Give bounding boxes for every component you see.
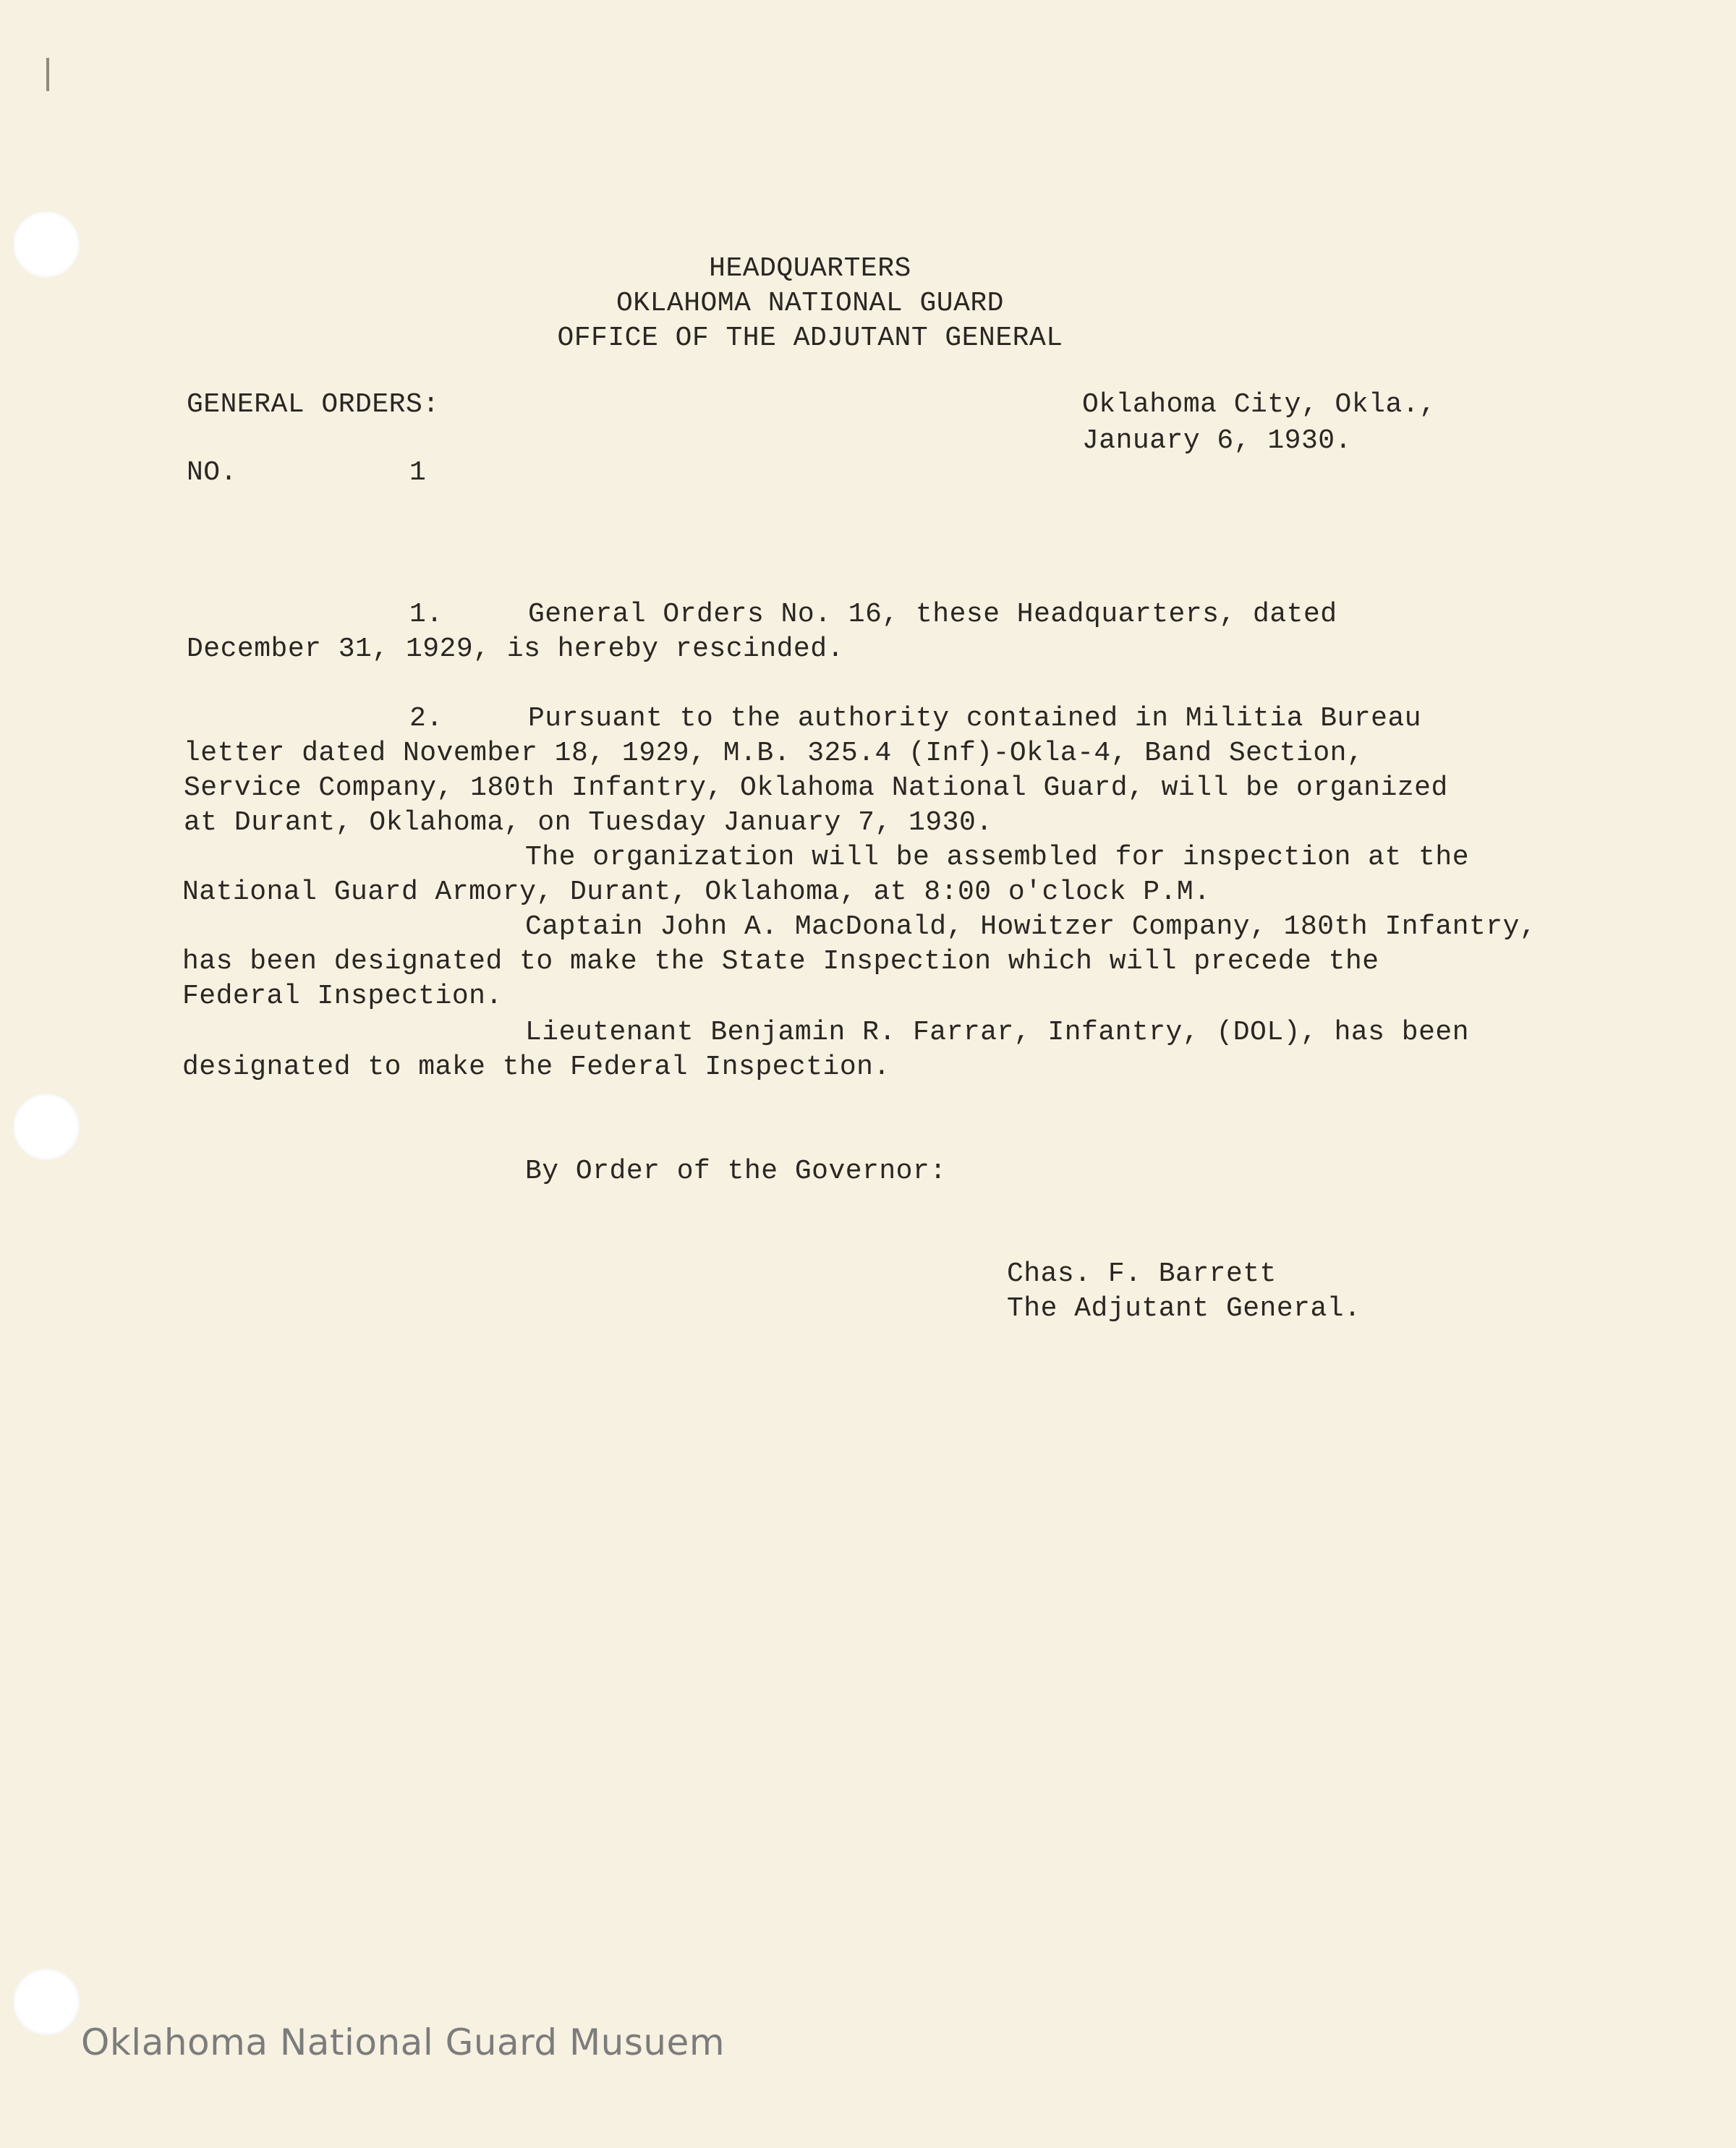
paragraph-2-line: Federal Inspection. — [182, 981, 503, 1012]
header-line-2: OKLAHOMA NATIONAL GUARD — [616, 288, 1004, 319]
paragraph-2-line: Pursuant to the authority contained in Militia Bureau — [528, 703, 1422, 734]
paragraph-2-line: Service Company, 180th Infantry, Oklahoma National Guard, will be organized — [184, 772, 1448, 804]
edge-mark — [46, 58, 49, 91]
general-orders-label: GENERAL ORDERS: — [187, 389, 440, 420]
signer-title: The Adjutant General. — [1007, 1293, 1361, 1324]
paragraph-2-line: at Durant, Oklahoma, on Tuesday January 7, 1930. — [184, 807, 993, 838]
order-date: January 6, 1930. — [1082, 425, 1352, 456]
paragraph-2-number: 2. — [409, 703, 443, 734]
paragraph-2-line: has been designated to make the State Inspection which will precede the — [182, 946, 1379, 977]
paragraph-2-line: National Guard Armory, Durant, Oklahoma, at 8:00 o'clock P.M. — [182, 877, 1211, 908]
punch-hole — [13, 1094, 80, 1160]
paragraph-2-line: letter dated November 18, 1929, M.B. 325.4 (Inf)-Okla-4, Band Section, — [184, 738, 1364, 769]
paragraph-2-line: Lieutenant Benjamin R. Farrar, Infantry, (DOL), has been — [525, 1017, 1470, 1048]
header-line-1: HEADQUARTERS — [709, 253, 911, 284]
order-number-value: 1 — [409, 457, 427, 488]
paragraph-2-line: designated to make the Federal Inspection. — [182, 1052, 890, 1083]
by-order-line: By Order of the Governor: — [525, 1156, 947, 1187]
museum-watermark: Oklahoma National Guard Musuem — [81, 2021, 726, 2063]
punch-hole — [13, 1969, 80, 2035]
paragraph-1-line: December 31, 1929, is hereby rescinded. — [187, 634, 844, 665]
paragraph-2-line: The organization will be assembled for inspection at the — [525, 842, 1470, 873]
header-line-3: OFFICE OF THE ADJUTANT GENERAL — [557, 323, 1063, 354]
order-number-label: NO. — [187, 457, 237, 488]
paragraph-2-line: Captain John A. MacDonald, Howitzer Company, 180th Infantry, — [525, 911, 1537, 942]
order-place: Oklahoma City, Okla., — [1082, 389, 1437, 420]
paragraph-1-line: General Orders No. 16, these Headquarters, dated — [528, 599, 1337, 630]
paragraph-1-number: 1. — [409, 599, 443, 630]
signer-name: Chas. F. Barrett — [1007, 1258, 1277, 1290]
